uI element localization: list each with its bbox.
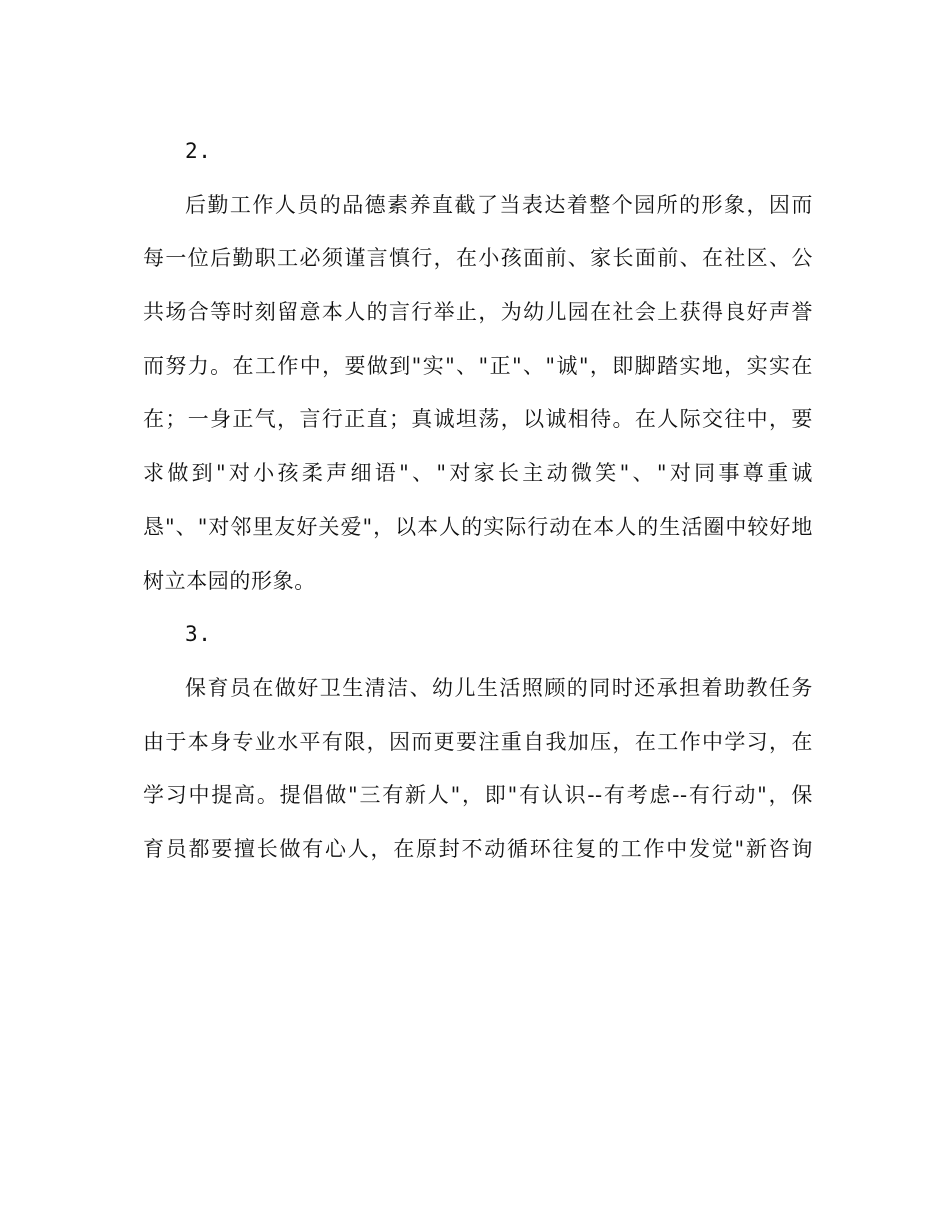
section-number: 2. <box>185 139 212 163</box>
section-number: 3. <box>185 622 212 647</box>
paragraph-line: 求做到"对小孩柔声细语"、"对家长主动微笑"、"对同事尊重诚 <box>143 461 813 486</box>
paragraph-line: 恳"、"对邻里友好关爱"，以本人的实际行动在本人的生活圈中较好地 <box>143 514 813 539</box>
paragraph-line: 保育员在做好卫生清洁、幼儿生活照顾的同时还承担着助教任务 <box>185 675 813 700</box>
paragraph-line: 共场合等时刻留意本人的言行举止，为幼儿园在社会上获得良好声誉 <box>143 300 813 325</box>
paragraph-line: 育员都要擅长做有心人，在原封不动循环往复的工作中发觉"新咨询 <box>143 836 813 861</box>
paragraph-line: 树立本园的形象。 <box>143 568 316 593</box>
paragraph-line: 而努力。在工作中，要做到"实"、"正"、"诚"，即脚踏实地，实实在 <box>143 353 813 378</box>
paragraph-line: 在；一身正气，言行正直；真诚坦荡，以诚相待。在人际交往中，要 <box>143 407 813 432</box>
paragraph-line: 每一位后勤职工必须谨言慎行，在小孩面前、家长面前、在社区、公 <box>143 246 813 271</box>
document-body <box>143 125 813 877</box>
paragraph-line: 学习中提高。提倡做"三有新人"，即"有认识--有考虑--有行动"，保 <box>143 783 813 808</box>
paragraph-line: 后勤工作人员的品德素养直截了当表达着整个园所的形象，因而 <box>185 192 813 217</box>
paragraph-line: 由于本身专业水平有限，因而更要注重自我加压，在工作中学习，在 <box>143 729 813 754</box>
